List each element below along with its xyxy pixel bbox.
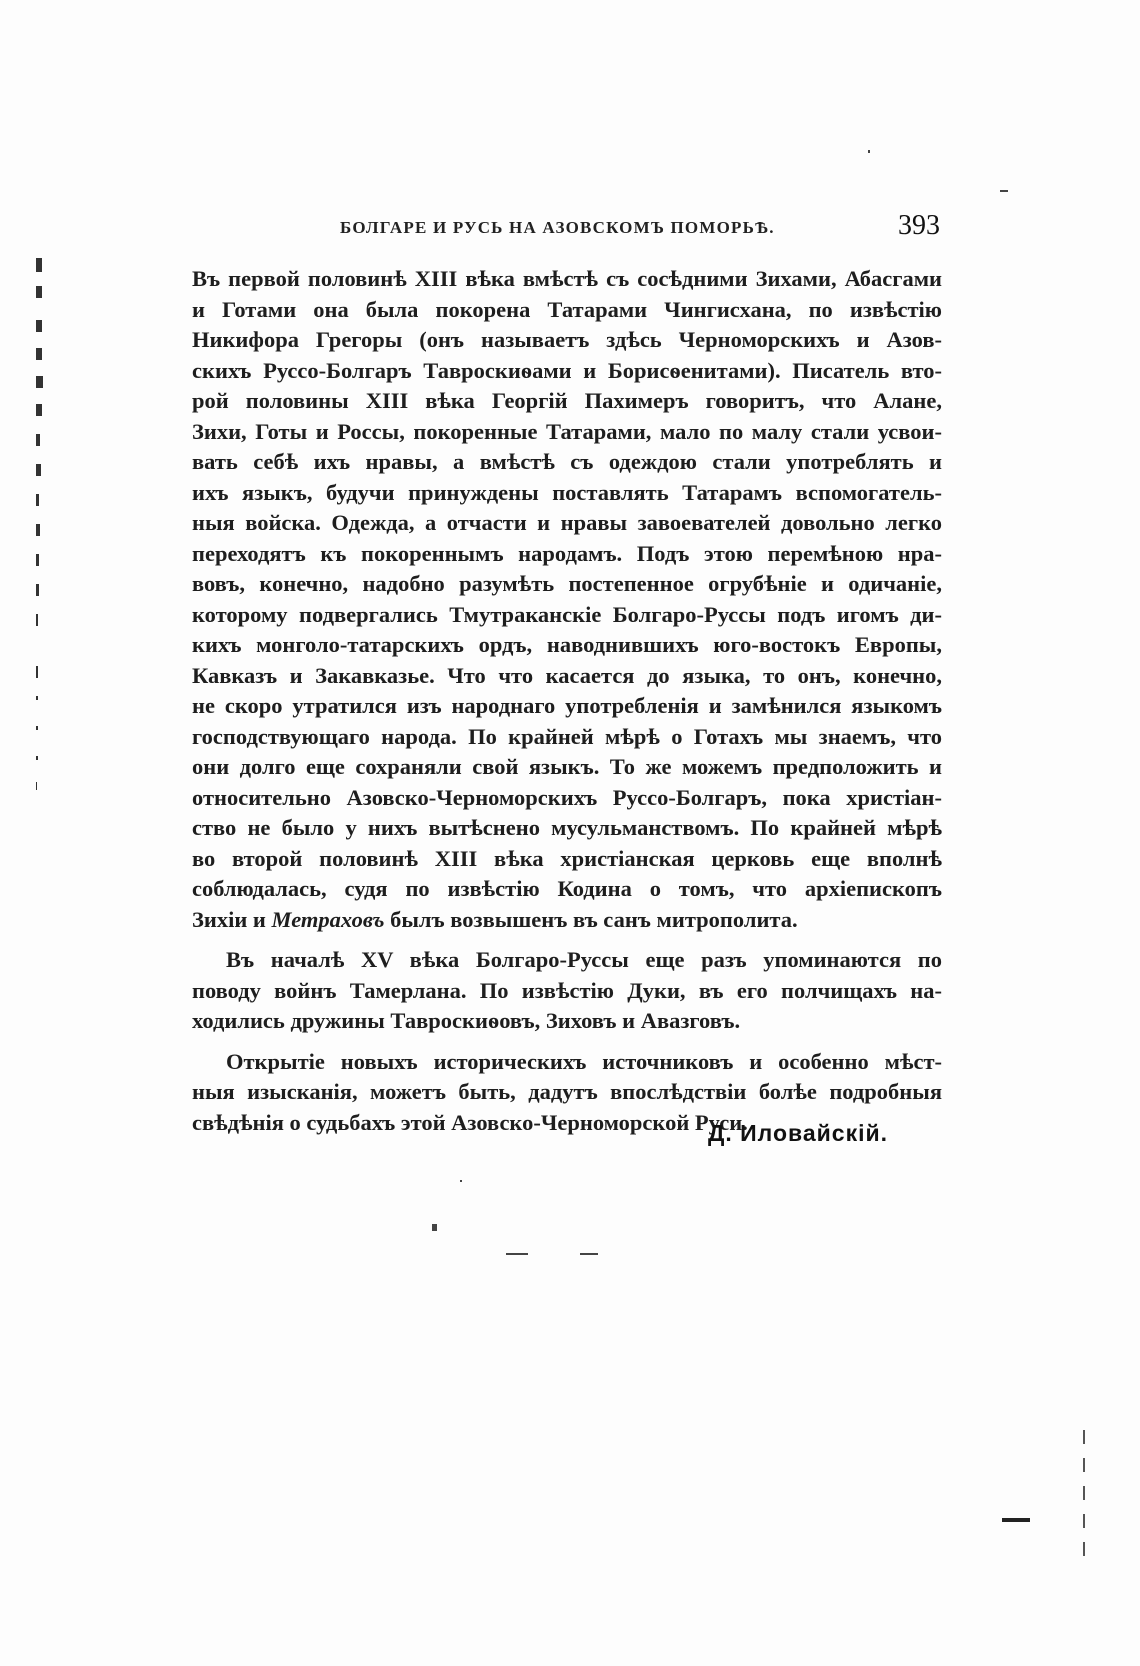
author-signature: Д. Иловайскій. (707, 1120, 888, 1146)
margin-mark (36, 494, 39, 506)
margin-mark (36, 524, 40, 536)
text-line: вовъ, конечно, надобно разумѣть постепенное огрубѣніе и одичаніе, (192, 571, 942, 596)
text-line: Кавказъ и Закавказье. Что что касается до языка, то онъ, конечно, (192, 662, 942, 688)
margin-mark (36, 404, 42, 416)
scan-speck (868, 150, 870, 153)
page-number: 393 (898, 210, 940, 241)
text-line: во второй половинѣ XIII вѣка христіанская церковь еще вполнѣ (192, 845, 942, 871)
text-line: они долго еще сохраняли свой языкъ. То же можемъ предположить и (192, 754, 942, 779)
text-line-final (192, 905, 942, 936)
scan-speck (1083, 1514, 1085, 1528)
scan-speck (1000, 190, 1008, 192)
text-line: Въ началѣ XV вѣка Болгаро-Руссы еще разъ упоминаются по (226, 947, 942, 972)
margin-mark (36, 320, 42, 332)
margin-mark (36, 696, 38, 700)
scan-speck (580, 1253, 598, 1255)
text-line: Открытіе новыхъ историческихъ источниковъ и особенно мѣст- (226, 1048, 942, 1074)
scan-speck (1083, 1430, 1085, 1444)
margin-mark (36, 286, 42, 298)
text-line: ихъ языкъ, будучи принуждены поставлять Татарамъ вспомогатель- (192, 479, 942, 505)
text-line: и Готами она была покорена Татарами Чингисхана, по извѣстію (192, 296, 942, 322)
margin-mark (36, 756, 38, 760)
text-line: ходились дружины Тавроскиѳовъ, Зиховъ и Авазговъ. (192, 1008, 741, 1033)
scan-speck (460, 1180, 462, 1182)
text-line: господствующаго народа. По крайней мѣрѣ о Готахъ мы знаемъ, что (192, 723, 942, 749)
text-line: которому подвергались Тмутраканскіе Болгаро-Руссы подъ игомъ ди- (192, 601, 942, 627)
text-line: ныя войска. Одежда, а отчасти и нравы завоевателей довольно легко (192, 510, 942, 535)
text-line: вать себѣ ихъ нравы, а вмѣстѣ съ одеждою стали употреблять и (192, 449, 942, 474)
scan-speck (1083, 1542, 1085, 1556)
margin-mark (36, 782, 37, 790)
margin-mark (36, 584, 39, 596)
paragraph-1 (192, 264, 942, 935)
text-line: относительно Азовско-Черноморскихъ Руссо-Болгаръ, пока христіан- (192, 784, 942, 810)
binding-margin-marks (30, 258, 50, 818)
paragraph-2 (192, 945, 942, 1037)
text-line: рой половины XIII вѣка Георгій Пахимеръ говоритъ, что Алане, (192, 388, 942, 413)
margin-mark (36, 614, 38, 626)
text-line: не скоро утратился изъ народнаго употребленія и замѣнился языкомъ (192, 693, 942, 718)
scan-speck (1002, 1518, 1030, 1522)
text-line: поводу войнъ Тамерлана. По извѣстію Дуки, въ его полчищахъ на- (192, 977, 942, 1003)
text-line: скихъ Руссо-Болгаръ Тавроскиѳами и Борисѳенитами). Писатель вто- (192, 357, 942, 383)
margin-mark (36, 726, 38, 730)
text-fragment: Зихіи и (192, 906, 272, 932)
text-line: ныя изысканія, можетъ быть, дадутъ впослѣдствіи болѣе подробныя (192, 1079, 942, 1104)
margin-mark (36, 258, 42, 272)
margin-mark (36, 348, 42, 360)
body-text (192, 264, 942, 1138)
margin-mark (36, 376, 43, 388)
margin-mark (36, 666, 38, 678)
text-line: ство не было у нихъ вытѣснено мусульманствомъ. По крайней мѣрѣ (192, 815, 942, 840)
text-line: свѣдѣнія о судьбахъ этой Азовско-Черноморской Руси. (192, 1109, 748, 1135)
paragraph-gap (192, 1037, 942, 1047)
text-line: переходятъ къ покореннымъ народамъ. Подъ этою перемѣною нра- (192, 540, 942, 566)
text-fragment: былъ возвышенъ въ санъ митрополита. (384, 906, 798, 932)
paragraph-gap (192, 935, 942, 945)
margin-mark (36, 554, 39, 566)
margin-mark (36, 434, 40, 446)
text-line: кихъ монголо-татарскихъ ордъ, наводнившихъ юго-востокъ Европы, (192, 632, 942, 657)
running-title: БОЛГАРЕ И РУСЬ НА АЗОВСКОМЪ ПОМОРЬѢ. (340, 218, 775, 237)
text-line: Никифора Грегоры (онъ называетъ здѣсь Черноморскихъ и Азов- (192, 327, 942, 352)
text-line: соблюдалась, судя по извѣстію Кодина о томъ, что архіепископъ (192, 876, 942, 901)
scan-speck (506, 1253, 528, 1255)
text-line: Въ первой половинѣ XIII вѣка вмѣстѣ съ сосѣдними Зихами, Абасгами (192, 266, 942, 291)
scan-speck (1083, 1458, 1085, 1472)
margin-mark (36, 464, 41, 476)
running-head (340, 210, 940, 246)
text-line: Зихи, Готы и Россы, покоренные Татарами, мало по малу стали усвои- (192, 418, 942, 444)
scan-speck (432, 1224, 437, 1231)
italic-place-name: Метраховъ (271, 906, 385, 932)
scan-speck (1083, 1486, 1085, 1500)
